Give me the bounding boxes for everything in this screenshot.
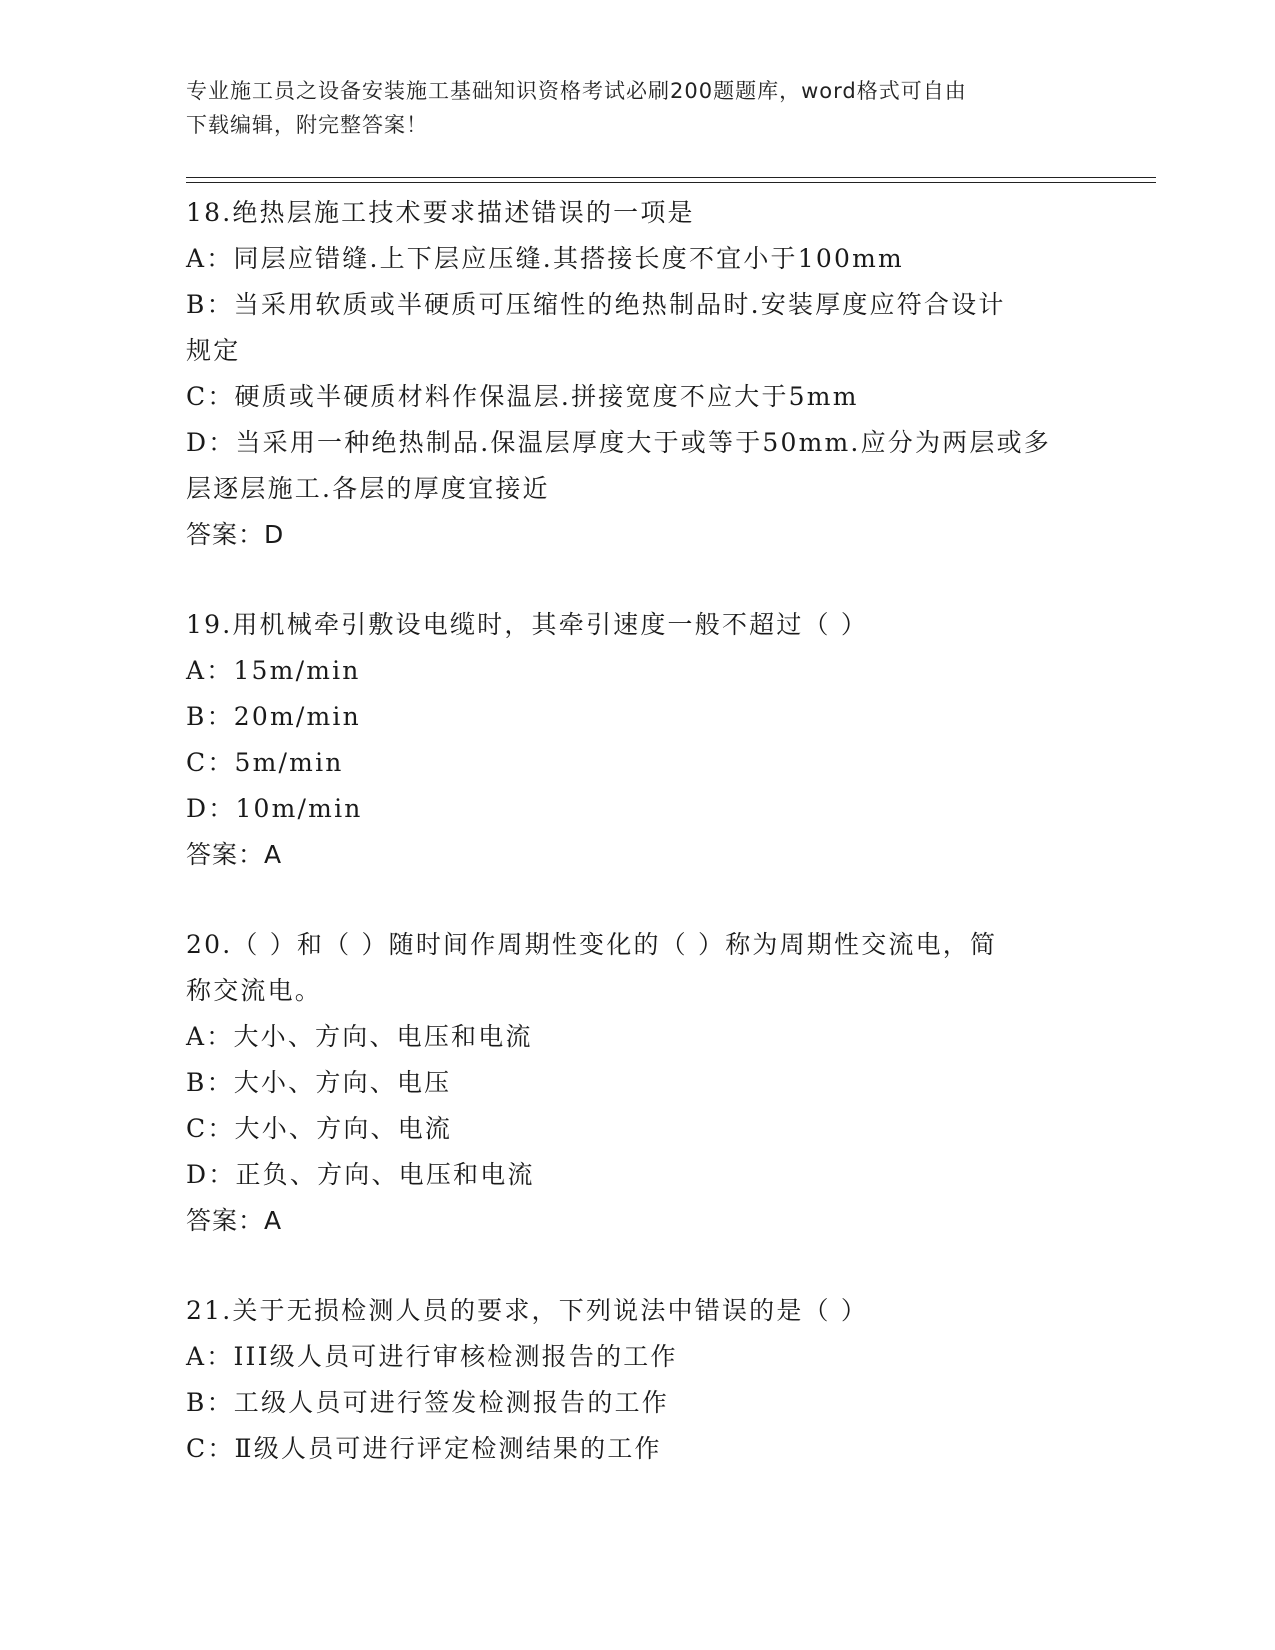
option-c: C：大小、方向、电流 [186,1114,453,1143]
header-divider-top [186,177,1156,178]
option-b: B：工级人员可进行签发检测报告的工作 [186,1388,669,1417]
option-c: C：硬质或半硬质材料作保温层.拼接宽度不应大于5mm [186,382,859,411]
option-d: D：当采用一种绝热制品.保温层厚度大于或等于50mm.应分为两层或多 [186,428,1051,457]
question-text: 21.关于无损检测人员的要求，下列说法中错误的是（ ） [186,1296,869,1325]
question-19 [186,602,1086,878]
question-21 [186,1288,1086,1472]
option-b-continued: 规定 [186,336,241,365]
option-d: D：10m/min [186,794,363,823]
option-d: D：正负、方向、电压和电流 [186,1160,535,1189]
option-a: A：同层应错缝.上下层应压缝.其搭接长度不宜小于100mm [186,244,904,273]
option-b: B：大小、方向、电压 [186,1068,452,1097]
option-c: C：5m/min [186,748,344,777]
question-text: 20.（ ）和（ ）随时间作周期性变化的（ ）称为周期性交流电，简 [186,930,998,959]
header-line-2: 下载编辑，附完整答案！ [186,113,428,137]
question-text-continued: 称交流电。 [186,976,323,1005]
answer-label: 答案：A [186,840,283,869]
option-b: B：当采用软质或半硬质可压缩性的绝热制品时.安装厚度应符合设计 [186,290,1006,319]
option-b: B：20m/min [186,702,361,731]
option-a: A：III级人员可进行审核检测报告的工作 [186,1342,678,1371]
question-list [186,190,1086,1516]
question-18 [186,190,1086,558]
header-line-1: 专业施工员之设备安装施工基础知识资格考试必刷200题题库，word格式可自由 [186,79,967,103]
answer-label: 答案：A [186,1206,283,1235]
option-d-continued: 层逐层施工.各层的厚度宜接近 [186,474,550,503]
option-a: A：大小、方向、电压和电流 [186,1022,533,1051]
answer-label: 答案：D [186,520,285,549]
document-header [186,74,1076,142]
option-a: A：15m/min [186,656,361,685]
header-divider-bottom [186,182,1156,183]
question-text: 18.绝热层施工技术要求描述错误的一项是 [186,198,695,227]
option-c: C：Ⅱ级人员可进行评定检测结果的工作 [186,1434,662,1463]
question-text: 19.用机械牵引敷设电缆时，其牵引速度一般不超过（ ） [186,610,869,639]
question-20 [186,922,1086,1244]
